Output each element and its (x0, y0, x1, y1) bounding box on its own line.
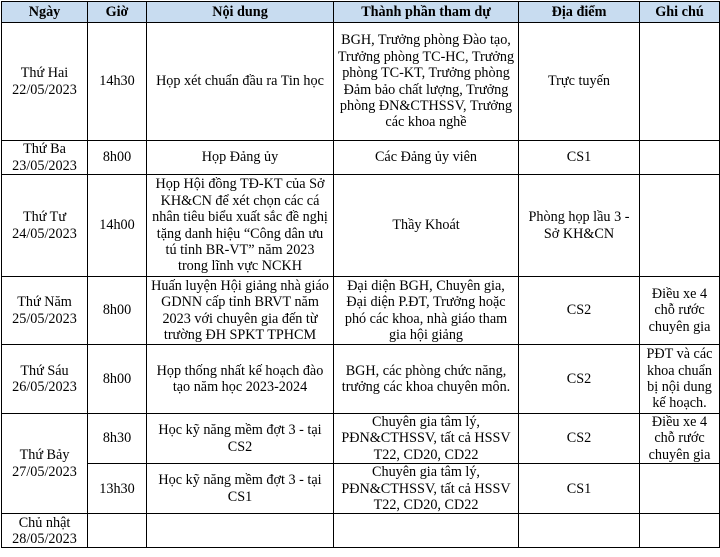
day-date: 26/05/2023 (12, 379, 77, 395)
note-cell: Điều xe 4 chỗ rước chuyên gia (640, 414, 720, 464)
location-cell: CS2 (519, 414, 640, 464)
day-name: Thứ Ba (23, 141, 66, 158)
day-date: 28/05/2023 (12, 530, 77, 547)
time-cell: 8h00 (88, 141, 147, 175)
day-cell (2, 414, 88, 514)
table-row (2, 175, 720, 277)
location-cell: CS2 (519, 277, 640, 345)
note-cell (640, 141, 720, 175)
location-cell (519, 514, 640, 548)
content-cell: Họp xét chuẩn đầu ra Tin học (147, 23, 334, 141)
time-cell: 8h00 (88, 277, 147, 345)
day-name: Thứ Sáu (20, 362, 69, 379)
time-cell: 14h30 (88, 23, 147, 141)
content-cell: Họp thống nhất kế hoạch đào tạo năm học 2023-2024 (147, 345, 334, 414)
header-time: Giờ (88, 2, 147, 23)
day-cell (2, 345, 88, 414)
time-cell: 13h30 (88, 464, 147, 514)
header-participants: Thành phần tham dự (334, 2, 519, 23)
day-cell (2, 141, 88, 175)
content-cell: Học kỹ năng mềm đợt 3 - tại CS1 (147, 464, 334, 514)
participants-cell: Chuyên gia tâm lý, PĐN&CTHSSV, tất cả HSSV T22, CD20, CD22 (334, 414, 519, 464)
content-cell: Họp Đảng ủy (147, 141, 334, 175)
note-cell (640, 23, 720, 141)
day-date: 27/05/2023 (12, 463, 77, 480)
participants-cell: BGH, Trưởng phòng Đào tạo, Trưởng phòng TC-HC, Trưởng phòng TC-KT, Trưởng phòng Đảm bảo chất lượng, Trưởng phòng ĐN&CTHSSV, Trưởng các khoa nghề (334, 23, 519, 141)
note-cell (640, 175, 720, 277)
table-row (2, 23, 720, 141)
location-cell: Trực tuyến (519, 23, 640, 141)
time-cell (88, 514, 147, 548)
table-row (2, 514, 720, 548)
note-cell: PĐT và các khoa chuẩn bị nội dung kế hoạch. (640, 345, 720, 414)
content-cell: Họp Hội đồng TĐ-KT của Sở KH&CN để xét chọn các cá nhân tiêu biểu xuất sắc đề nghị tặng danh hiệu “Công dân ưu tú tỉnh BR-VT” năm 2023 trong lĩnh vực NCKH (147, 175, 334, 277)
location-cell: CS1 (519, 141, 640, 175)
day-name: Thứ Tư (22, 209, 67, 226)
day-cell (2, 175, 88, 277)
day-name: Thứ Năm (17, 294, 72, 311)
header-location: Địa điểm (519, 2, 640, 23)
day-date: 22/05/2023 (12, 81, 77, 98)
header-note: Ghi chú (640, 2, 720, 23)
day-date: 25/05/2023 (12, 310, 77, 327)
header-day: Ngày (2, 2, 88, 23)
day-name: Chủ nhật (18, 514, 71, 531)
day-cell (2, 23, 88, 141)
note-cell: Điều xe 4 chỗ rước chuyên gia (640, 277, 720, 345)
content-cell (147, 514, 334, 548)
content-cell: Huấn luyện Hội giảng nhà giáo GDNN cấp tỉnh BRVT năm 2023 với chuyên gia đến từ trường ĐH SPKT TPHCM (147, 277, 334, 345)
time-cell: 8h30 (88, 414, 147, 464)
table-row (2, 464, 720, 514)
participants-cell (334, 514, 519, 548)
participants-cell: Các Đảng ủy viên (334, 141, 519, 175)
note-cell (640, 464, 720, 514)
time-cell: 8h00 (88, 345, 147, 414)
participants-cell: Chuyên gia tâm lý, PĐN&CTHSSV, tất cả HSSV T22, CD20, CD22 (334, 464, 519, 514)
participants-cell: BGH, các phòng chức năng, trưởng các khoa chuyên môn. (334, 345, 519, 414)
participants-cell: Đại diện BGH, Chuyên gia, Đại diện P.ĐT, Trưởng hoặc phó các khoa, nhà giáo tham gia hội giảng (334, 277, 519, 345)
note-cell (640, 514, 720, 548)
day-cell (2, 514, 88, 548)
day-cell (2, 277, 88, 345)
table-row (2, 345, 720, 414)
table-row (2, 277, 720, 345)
location-cell: CS2 (519, 345, 640, 414)
time-cell: 14h00 (88, 175, 147, 277)
day-name: Thứ Bảy (19, 447, 70, 464)
table-row (2, 414, 720, 464)
header-content: Nội dung (147, 2, 334, 23)
day-date: 24/05/2023 (12, 225, 77, 242)
table-row (2, 141, 720, 175)
participants-cell: Thầy Khoát (334, 175, 519, 277)
day-name: Thứ Hai (20, 65, 69, 82)
location-cell: Phòng họp lầu 3 - Sở KH&CN (519, 175, 640, 277)
location-cell: CS1 (519, 464, 640, 514)
header-row (2, 2, 720, 23)
schedule-table (1, 1, 720, 548)
day-date: 23/05/2023 (12, 157, 77, 174)
content-cell: Học kỹ năng mềm đợt 3 - tại CS2 (147, 414, 334, 464)
